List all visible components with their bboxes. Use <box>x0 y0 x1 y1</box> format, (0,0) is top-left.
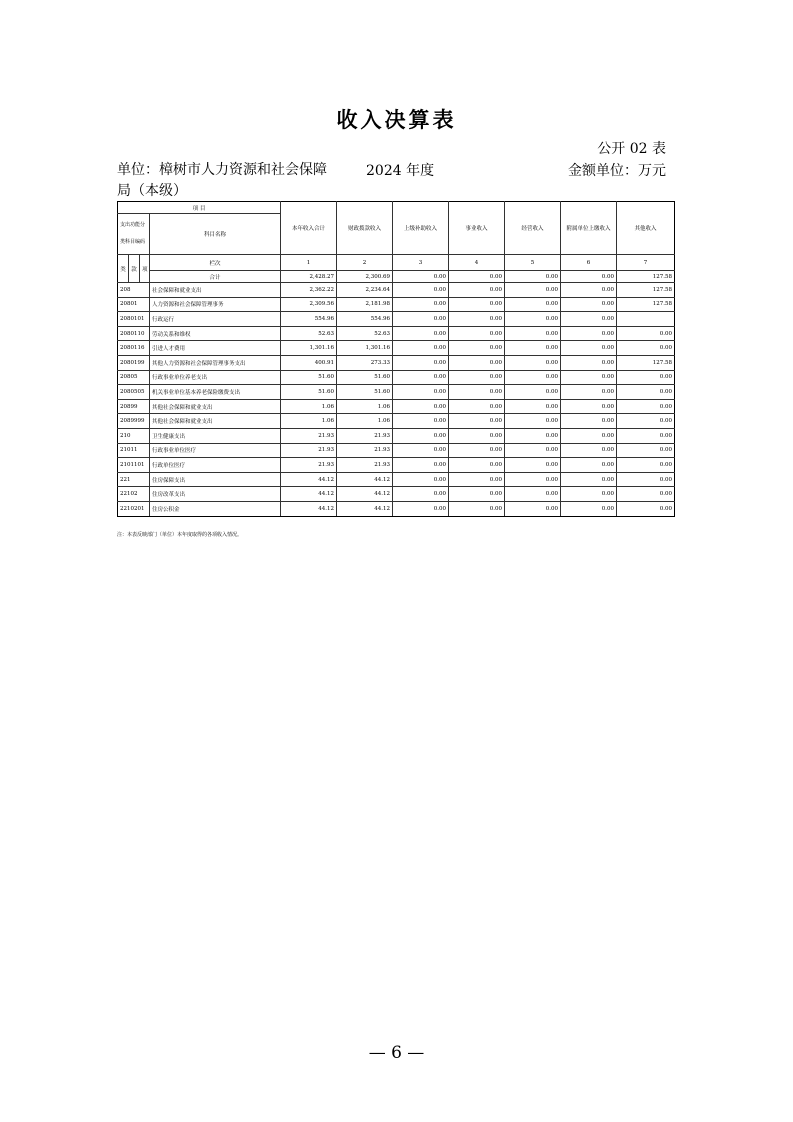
row-code: 2101101 <box>118 458 150 473</box>
row-value: 0.00 <box>449 326 505 341</box>
row-value: 0.00 <box>449 370 505 385</box>
header-kuan: 款 <box>129 255 140 283</box>
row-code: 2080101 <box>118 312 150 327</box>
row-value: 0.00 <box>561 297 617 312</box>
row-value: 0.00 <box>561 370 617 385</box>
row-value: 0.00 <box>393 414 449 429</box>
row-subject-name: 机关事业单位基本养老保险缴费支出 <box>150 385 281 400</box>
row-subject-name: 行政运行 <box>150 312 281 327</box>
row-subject-name: 其他社会保障和就业支出 <box>150 414 281 429</box>
row-value: 21.93 <box>281 458 337 473</box>
row-subject-name: 行政事业单位养老支出 <box>150 370 281 385</box>
row-subject-name: 社会保障和就业支出 <box>150 283 281 298</box>
table-row <box>118 370 675 385</box>
table-row <box>118 487 675 502</box>
header-row-project <box>118 202 675 214</box>
header-col-7: 其他收入 <box>617 202 675 255</box>
row-code: 2080116 <box>118 341 150 356</box>
row-value: 0.00 <box>449 443 505 458</box>
row-subject-name: 行政事业单位医疗 <box>150 443 281 458</box>
row-value: 0.00 <box>505 428 561 443</box>
row-value: 0.00 <box>617 370 675 385</box>
row-value: 0.00 <box>561 341 617 356</box>
row-value: 0.00 <box>393 458 449 473</box>
row-value: 0.00 <box>393 297 449 312</box>
header-col-6: 附属单位上缴收入 <box>561 202 617 255</box>
header-classification <box>118 214 150 255</box>
row-value: 1.06 <box>337 414 393 429</box>
row-value: 52.63 <box>337 326 393 341</box>
row-value: 400.91 <box>281 355 337 370</box>
row-subject-name: 住房保障支出 <box>150 472 281 487</box>
row-value: 0.00 <box>617 428 675 443</box>
row-value: 0.00 <box>505 312 561 327</box>
row-code: 20801 <box>118 297 150 312</box>
header-col-1: 本年收入合计 <box>281 202 337 255</box>
row-value: 0.00 <box>505 399 561 414</box>
row-value: 51.60 <box>281 385 337 400</box>
header-lei: 类 <box>118 255 129 283</box>
row-value: 44.12 <box>281 472 337 487</box>
row-value: 0.00 <box>617 443 675 458</box>
row-value: 0.00 <box>561 414 617 429</box>
row-value: 1,301.16 <box>337 341 393 356</box>
row-value: 127.58 <box>617 355 675 370</box>
row-value: 2,362.22 <box>281 283 337 298</box>
row-value: 0.00 <box>449 414 505 429</box>
total-value: 0.00 <box>505 271 561 283</box>
row-value: 0.00 <box>561 428 617 443</box>
row-value: 0.00 <box>449 385 505 400</box>
table-row <box>118 355 675 370</box>
total-value: 0.00 <box>561 271 617 283</box>
row-code: 2080199 <box>118 355 150 370</box>
row-value: 1.06 <box>281 414 337 429</box>
row-value: 0.00 <box>617 458 675 473</box>
row-value: 21.93 <box>281 443 337 458</box>
row-value: 0.00 <box>561 283 617 298</box>
row-value: 127.58 <box>617 297 675 312</box>
page-number: — 6 — <box>368 1043 425 1063</box>
row-value: 0.00 <box>449 283 505 298</box>
row-value: 0.00 <box>505 487 561 502</box>
row-value: 0.00 <box>505 283 561 298</box>
row-value: 0.00 <box>505 370 561 385</box>
row-value: 0.00 <box>617 414 675 429</box>
row-value: 52.63 <box>281 326 337 341</box>
row-value: 0.00 <box>449 458 505 473</box>
row-value: 0.00 <box>393 283 449 298</box>
row-value: 1,301.16 <box>281 341 337 356</box>
row-value: 0.00 <box>393 312 449 327</box>
table-number: 公开 02 表 <box>597 141 666 157</box>
row-value: 0.00 <box>561 326 617 341</box>
header-project: 项 目 <box>118 202 281 214</box>
row-value: 2,309.56 <box>281 297 337 312</box>
row-value: 0.00 <box>617 326 675 341</box>
header-xiang: 项 <box>140 255 150 283</box>
row-value: 0.00 <box>449 487 505 502</box>
row-value: 0.00 <box>505 458 561 473</box>
row-subject-name: 其他社会保障和就业支出 <box>150 399 281 414</box>
row-code: 2210201 <box>118 501 150 516</box>
row-value: 51.60 <box>337 370 393 385</box>
col-number-7: 7 <box>617 255 675 271</box>
row-value: 21.93 <box>337 458 393 473</box>
row-subject-name: 劳动关系和维权 <box>150 326 281 341</box>
row-value: 21.93 <box>281 428 337 443</box>
row-value: 0.00 <box>617 472 675 487</box>
row-subject-name: 卫生健康支出 <box>150 428 281 443</box>
row-value: 44.12 <box>337 501 393 516</box>
total-label: 合计 <box>150 271 281 283</box>
row-value: 0.00 <box>617 501 675 516</box>
row-value: 2,181.98 <box>337 297 393 312</box>
table-row <box>118 414 675 429</box>
amount-unit: 金额单位：万元 <box>568 163 666 179</box>
income-table <box>117 201 675 517</box>
row-code: 20805 <box>118 370 150 385</box>
row-value <box>617 312 675 327</box>
row-value: 554.96 <box>337 312 393 327</box>
row-value: 0.00 <box>505 472 561 487</box>
row-value: 0.00 <box>505 501 561 516</box>
table-row <box>118 458 675 473</box>
table-row <box>118 283 675 298</box>
row-value: 0.00 <box>449 428 505 443</box>
row-value: 0.00 <box>617 385 675 400</box>
table-row <box>118 428 675 443</box>
row-code: 20899 <box>118 399 150 414</box>
col-number-6: 6 <box>561 255 617 271</box>
table-row <box>118 399 675 414</box>
row-value: 0.00 <box>617 399 675 414</box>
row-value: 2,234.64 <box>337 283 393 298</box>
row-value: 0.00 <box>561 501 617 516</box>
row-subject-name: 其他人力资源和社会保障管理事务支出 <box>150 355 281 370</box>
page-title: 收入决算表 <box>336 108 457 132</box>
row-subject-name: 住房改革支出 <box>150 487 281 502</box>
row-value: 21.93 <box>337 428 393 443</box>
table-note: 注：本表反映部门（单位）本年度取得的各项收入情况。 <box>117 532 243 538</box>
row-value: 0.00 <box>393 341 449 356</box>
row-value: 44.12 <box>281 501 337 516</box>
row-value: 0.00 <box>449 297 505 312</box>
row-value: 0.00 <box>449 312 505 327</box>
row-value: 21.93 <box>337 443 393 458</box>
header-col-4: 事业收入 <box>449 202 505 255</box>
row-subject-name: 住房公积金 <box>150 501 281 516</box>
table-row <box>118 501 675 516</box>
row-value: 0.00 <box>561 399 617 414</box>
fiscal-year: 2024 年度 <box>366 163 435 179</box>
row-subject-name: 人力资源和社会保障管理事务 <box>150 297 281 312</box>
col-number-2: 2 <box>337 255 393 271</box>
row-value: 0.00 <box>449 501 505 516</box>
row-value: 0.00 <box>393 443 449 458</box>
header-classification-line1: 支出功能分 <box>120 222 146 228</box>
row-value: 51.60 <box>337 385 393 400</box>
row-subject-name: 行政单位医疗 <box>150 458 281 473</box>
row-value: 0.00 <box>561 385 617 400</box>
row-value: 0.00 <box>505 414 561 429</box>
row-value: 51.60 <box>281 370 337 385</box>
header-row-lanci <box>118 255 675 271</box>
table-row <box>118 385 675 400</box>
header-classification-line2: 类科目编码 <box>120 239 146 245</box>
row-value: 0.00 <box>617 341 675 356</box>
row-value: 0.00 <box>505 385 561 400</box>
row-code: 21011 <box>118 443 150 458</box>
row-value: 0.00 <box>561 487 617 502</box>
col-number-5: 5 <box>505 255 561 271</box>
header-col-5: 经营收入 <box>505 202 561 255</box>
row-value: 1.06 <box>281 399 337 414</box>
row-value: 44.12 <box>281 487 337 502</box>
row-value: 0.00 <box>449 472 505 487</box>
row-value: 44.12 <box>337 487 393 502</box>
col-number-1: 1 <box>281 255 337 271</box>
header-col-3: 上级补助收入 <box>393 202 449 255</box>
row-value: 0.00 <box>505 443 561 458</box>
row-value: 0.00 <box>393 355 449 370</box>
row-code: 210 <box>118 428 150 443</box>
row-value: 0.00 <box>505 355 561 370</box>
total-value: 0.00 <box>449 271 505 283</box>
row-subject-name: 引进人才费用 <box>150 341 281 356</box>
table-row <box>118 443 675 458</box>
row-value: 0.00 <box>393 399 449 414</box>
row-code: 2080505 <box>118 385 150 400</box>
row-code: 22102 <box>118 487 150 502</box>
row-value: 0.00 <box>617 487 675 502</box>
row-value: 0.00 <box>449 355 505 370</box>
row-code: 208 <box>118 283 150 298</box>
row-code: 2080110 <box>118 326 150 341</box>
row-value: 0.00 <box>393 487 449 502</box>
row-value: 1.06 <box>337 399 393 414</box>
row-value: 0.00 <box>561 443 617 458</box>
table-row <box>118 326 675 341</box>
row-value: 0.00 <box>449 341 505 356</box>
col-number-3: 3 <box>393 255 449 271</box>
total-value: 127.58 <box>617 271 675 283</box>
row-value: 0.00 <box>393 501 449 516</box>
row-value: 0.00 <box>393 385 449 400</box>
header-lanci: 栏次 <box>150 255 281 271</box>
row-value: 0.00 <box>561 458 617 473</box>
col-number-4: 4 <box>449 255 505 271</box>
header-subject-name: 科目名称 <box>150 214 281 255</box>
row-value: 0.00 <box>393 428 449 443</box>
row-value: 0.00 <box>505 341 561 356</box>
row-value: 0.00 <box>393 472 449 487</box>
unit-label: 单位：樟树市人力资源和社会保障局（本级） <box>117 162 327 199</box>
header-col-2: 财政拨款收入 <box>337 202 393 255</box>
row-value: 0.00 <box>561 472 617 487</box>
total-value: 2,300.69 <box>337 271 393 283</box>
row-value: 0.00 <box>561 312 617 327</box>
total-row <box>118 271 675 283</box>
row-value: 0.00 <box>449 399 505 414</box>
row-value: 0.00 <box>561 355 617 370</box>
row-code: 2089999 <box>118 414 150 429</box>
row-value: 44.12 <box>337 472 393 487</box>
row-value: 0.00 <box>505 297 561 312</box>
table-row <box>118 341 675 356</box>
row-code: 221 <box>118 472 150 487</box>
row-value: 0.00 <box>393 370 449 385</box>
table-row <box>118 297 675 312</box>
total-value: 0.00 <box>393 271 449 283</box>
row-value: 127.58 <box>617 283 675 298</box>
table-row <box>118 312 675 327</box>
table-row <box>118 472 675 487</box>
row-value: 273.33 <box>337 355 393 370</box>
row-value: 554.96 <box>281 312 337 327</box>
row-value: 0.00 <box>505 326 561 341</box>
row-value: 0.00 <box>393 326 449 341</box>
total-value: 2,428.27 <box>281 271 337 283</box>
